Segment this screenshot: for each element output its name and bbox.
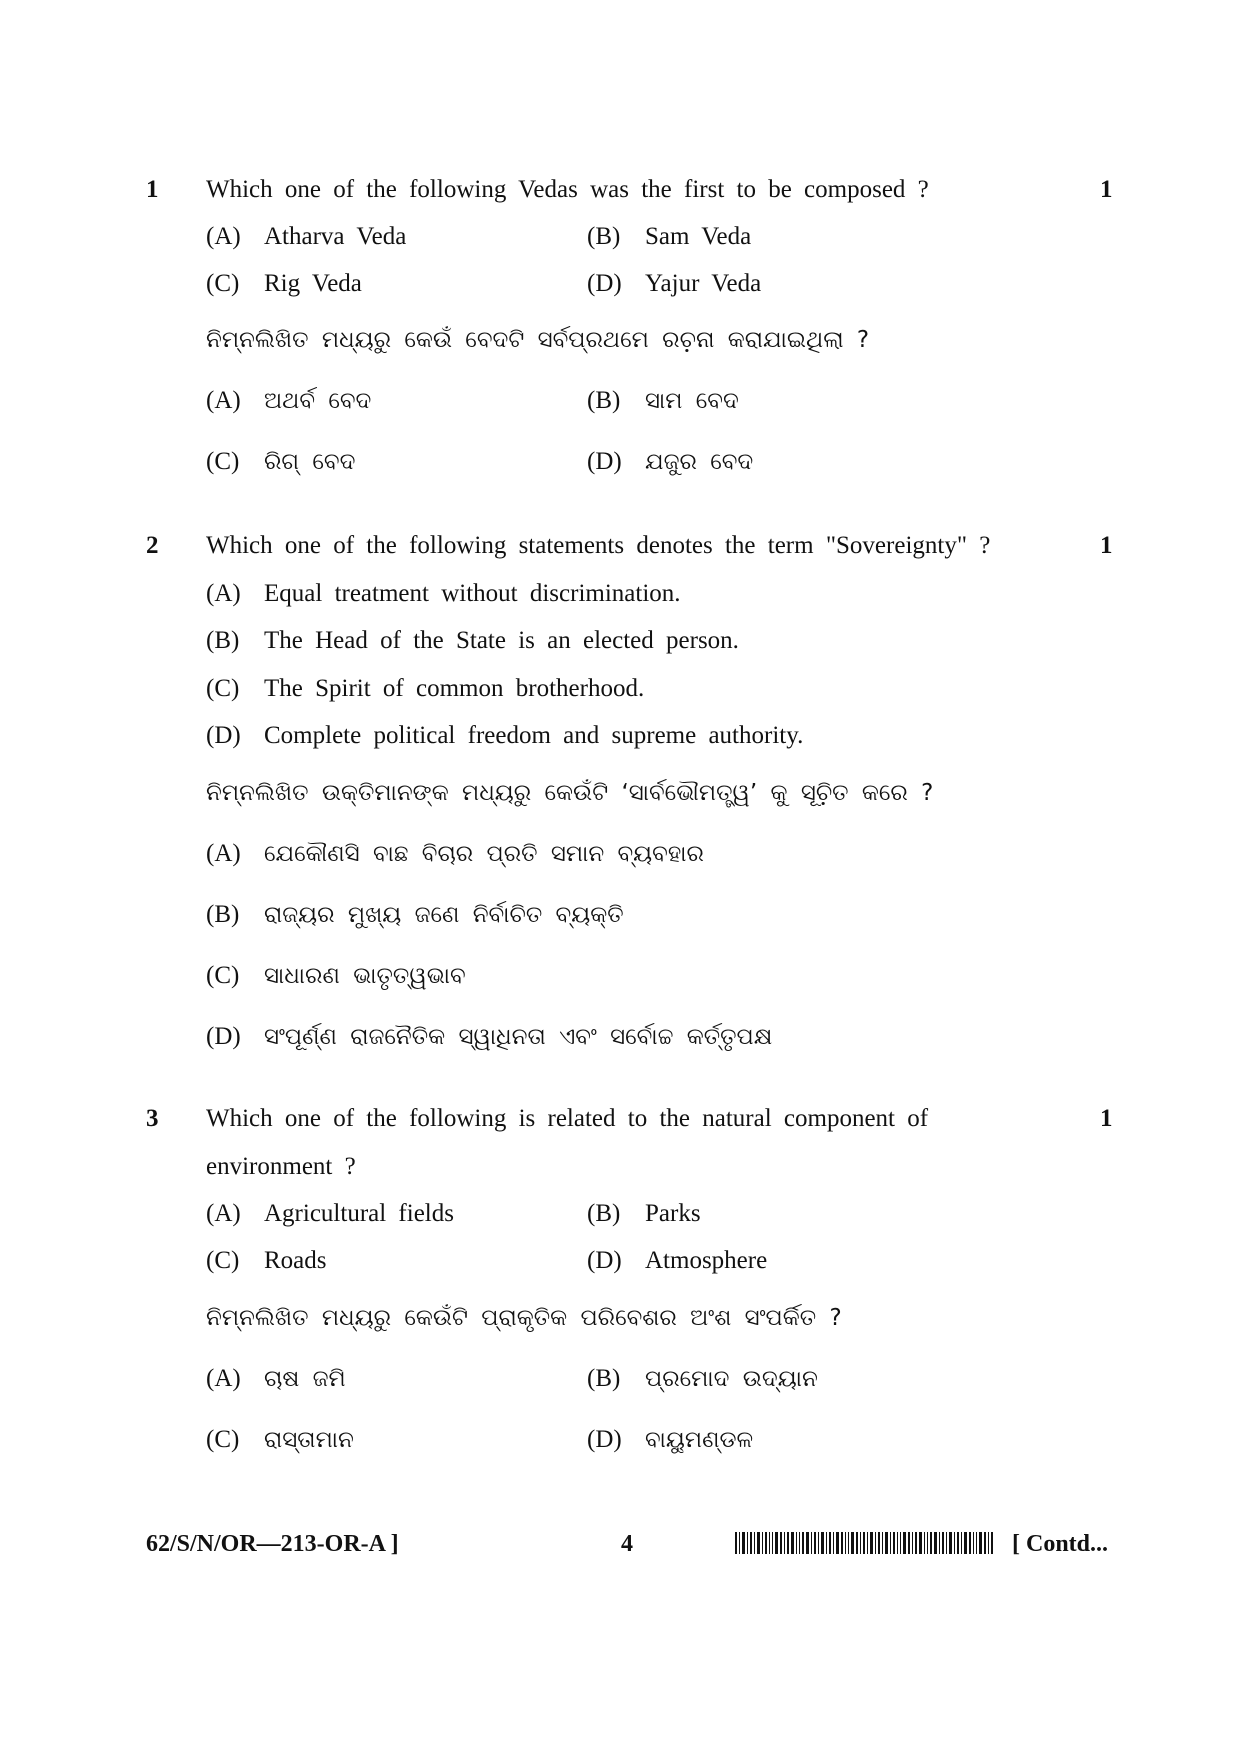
question-marks: 1: [1100, 532, 1113, 559]
option-b: (B) Sam Veda: [587, 223, 752, 250]
option-c-odia: (C) ରିଗ୍ ବେଦ: [206, 448, 356, 475]
question-text-continued: environment ?: [206, 1153, 356, 1180]
question-number: 3: [146, 1105, 159, 1132]
question-number: 1: [146, 176, 159, 203]
option-d: (D) Yajur Veda: [587, 270, 762, 297]
option-c: (C) The Spirit of common brotherhood.: [206, 675, 645, 702]
option-d-odia: (D) ଯଜୁର ବେଦ: [587, 448, 754, 475]
option-d: (D) Complete political freedom and supreme authority.: [206, 722, 804, 749]
barcode: [735, 1532, 993, 1554]
question-text: Which one of the following Vedas was the first to be composed ?: [206, 176, 929, 203]
option-a-odia: (A) ଯେକୌଣସି ବାଛ ବିଚାର ପ୍ରତି ସମାନ ବ୍ୟବହାର: [206, 840, 704, 867]
option-a-odia: (A) ଅଥର୍ବ ବେଦ: [206, 387, 372, 414]
page-number: 4: [621, 1531, 633, 1557]
option-a: (A) Agricultural fields: [206, 1200, 454, 1227]
option-c-odia: (C) ସାଧାରଣ ଭାତୃତ୍ୱଭାବ: [206, 962, 466, 989]
option-b: (B) Parks: [587, 1200, 701, 1227]
question-text: Which one of the following is related to the natural component of: [206, 1105, 929, 1132]
continued-label: [ Contd...: [1012, 1531, 1109, 1557]
paper-code: 62/S/N/OR—213-OR-A ]: [146, 1531, 399, 1557]
option-b-odia: (B) ସାମ ବେଦ: [587, 387, 739, 414]
question-text-odia: ନିମ୍ନଲିଖିତ ଉକ୍ତିମାନଙ୍କ ମଧ୍ୟରୁ କେଉଁଟି ‘ସାର୍ବଭୌମତ୍ତ୍ୱ’ କୁ ସୂଚ଼ିତ କରେ ?: [206, 780, 934, 806]
question-number: 2: [146, 532, 159, 559]
option-d: (D) Atmosphere: [587, 1247, 768, 1274]
option-b: (B) The Head of the State is an elected person.: [206, 627, 739, 654]
question-text-odia: ନିମ୍ନଲିଖିତ ମଧ୍ୟରୁ କେଉଁଟି ପ୍ରାକୃତିକ ପରିବେଶର ଅଂଶ ସଂପର୍କିତ ?: [206, 1305, 842, 1331]
option-d-odia: (D) ସଂପୂର୍ଣ୍ଣ ରାଜନୈତିକ ସ୍ୱାଧିନତା ଏବଂ ସର୍ବୋଚ୍ଚ କର୍ତ୍ତୃପକ୍ଷ: [206, 1023, 773, 1050]
option-a-odia: (A) ଚାଷ ଜମି: [206, 1365, 346, 1392]
option-c: (C) Rig Veda: [206, 270, 362, 297]
option-a: (A) Equal treatment without discrimination.: [206, 580, 681, 607]
option-a: (A) Atharva Veda: [206, 223, 407, 250]
question-marks: 1: [1100, 176, 1113, 203]
question-text-odia: ନିମ୍ନଲିଖିତ ମଧ୍ୟରୁ କେଉଁ ବେଦଟି ସର୍ବପ୍ରଥମେ ରଚ଼ନା କରାଯାଇଥିଲା ?: [206, 327, 870, 353]
option-c-odia: (C) ରାସ୍ତାମାନ: [206, 1426, 354, 1453]
option-b-odia: (B) ରାଜ୍ୟର ମୁଖ୍ୟ ଜଣେ ନିର୍ବାଚିତ ବ୍ୟକ୍ତି: [206, 901, 624, 928]
option-c: (C) Roads: [206, 1247, 327, 1274]
question-text: Which one of the following statements denotes the term "Sovereignty" ?: [206, 532, 991, 559]
option-d-odia: (D) ବାୟୁମଣ୍ଡଳ: [587, 1426, 754, 1453]
option-b-odia: (B) ପ୍ରମୋଦ ଉଦ୍ୟାନ: [587, 1365, 818, 1392]
question-marks: 1: [1100, 1105, 1113, 1132]
